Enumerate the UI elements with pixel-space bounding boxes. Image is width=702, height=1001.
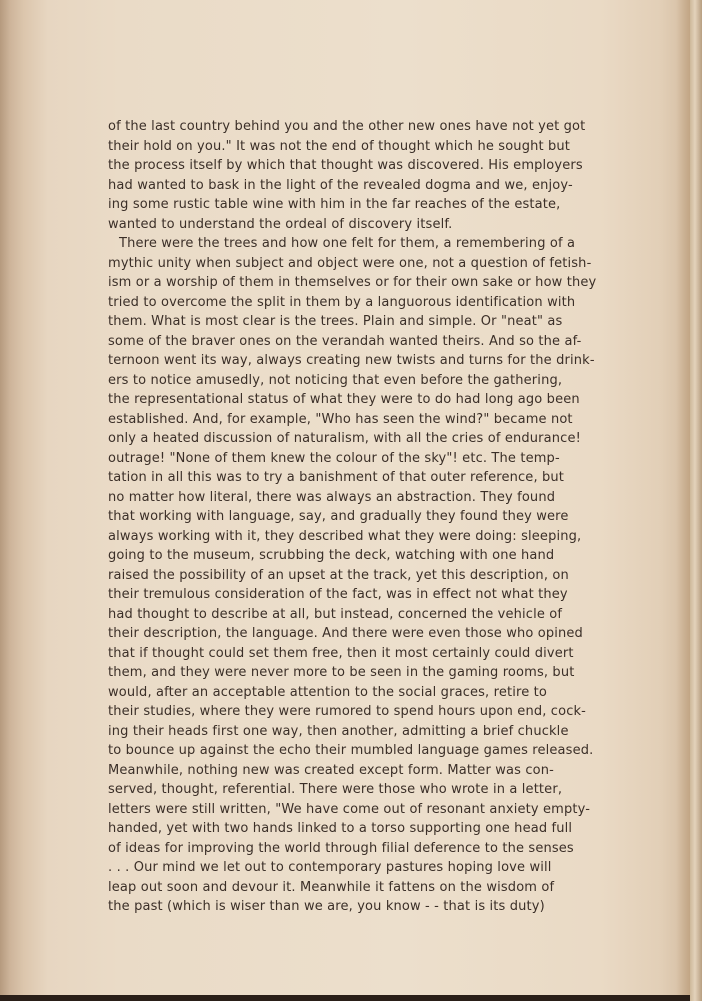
- text-line: established. And, for example, "Who has seen the wind?" became not: [108, 411, 573, 427]
- text-line: their tremulous consideration of the fact, was in effect not what they: [108, 587, 568, 602]
- text-line: their description, the language. And there were even those who opined: [108, 626, 583, 641]
- text-line: ism or a worship of them in themselves or for their own sake or how they: [108, 275, 597, 290]
- text-line: them, and they were never more to be seen in the gaming rooms, but: [108, 665, 575, 680]
- text-line: wanted to understand the ordeal of discovery itself.: [108, 216, 453, 232]
- text-line: ternoon went its way, always creating new twists and turns for the drink-: [108, 353, 595, 368]
- text-line: their hold on you." It was not the end of thought which he sought but: [108, 138, 571, 154]
- text-line: Meanwhile, nothing new was created except form. Matter was con-: [108, 762, 554, 778]
- text-line: always working with it, they described what they were doing: sleeping,: [108, 528, 582, 544]
- text-line: letters were still written, "We have come out of resonant anxiety empty-: [108, 801, 591, 817]
- text-line: ing some rustic table wine with him in the far reaches of the estate,: [108, 197, 561, 212]
- text-line: outrage! "None of them knew the colour of the sky"! etc. The temp-: [108, 450, 560, 466]
- body-text: [108, 117, 628, 917]
- text-line: of the last country behind you and the other new ones have not yet got: [108, 119, 586, 134]
- text-line: them. What is most clear is the trees. Plain and simple. Or "neat" as: [108, 314, 563, 329]
- text-line: raised the possibility of an upset at the track, yet this description, on: [108, 567, 569, 583]
- text-line: ers to notice amusedly, not noticing that even before the gathering,: [108, 372, 563, 388]
- page-edge: [690, 0, 702, 1001]
- text-line: handed, yet with two hands linked to a torso supporting one head full: [108, 821, 573, 836]
- text-line: the representational status of what they were to do had long ago been: [108, 392, 580, 407]
- text-line: the past (which is wiser than we are, you know - - that is its duty): [108, 899, 545, 914]
- text-line: leap out soon and devour it. Meanwhile it fattens on the wisdom of: [108, 879, 555, 895]
- text-line: tried to overcome the split in them by a languorous identification with: [108, 294, 576, 310]
- text-line: that if thought could set them free, then it most certainly could divert: [108, 645, 574, 661]
- text-line: of ideas for improving the world through filial deference to the senses: [108, 840, 574, 856]
- text-line: had wanted to bask in the light of the revealed dogma and we, enjoy-: [108, 177, 573, 193]
- text-line: the process itself by which that thought was discovered. His employers: [108, 158, 583, 173]
- text-line: mythic unity when subject and object were one, not a question of fetish-: [108, 255, 592, 271]
- paragraph-start-line: There were the trees and how one felt for them, a remembering of a: [119, 236, 576, 251]
- text-line: ing their heads first one way, then another, admitting a brief chuckle: [108, 723, 569, 739]
- text-line: some of the braver ones on the verandah wanted theirs. And so the af-: [108, 333, 582, 349]
- text-line: had thought to describe at all, but instead, concerned the vehicle of: [108, 606, 563, 622]
- text-line: served, thought, referential. There were those who wrote in a letter,: [108, 782, 563, 797]
- text-line: no matter how literal, there was always an abstraction. They found: [108, 489, 556, 505]
- text-line: only a heated discussion of naturalism, with all the cries of endurance!: [108, 431, 581, 446]
- text-line: going to the museum, scrubbing the deck, watching with one hand: [108, 548, 555, 563]
- text-line: . . . Our mind we let out to contemporary pastures hoping love will: [108, 860, 552, 875]
- text-line: would, after an acceptable attention to the social graces, retire to: [108, 684, 547, 700]
- text-line: to bounce up against the echo their mumbled language games released.: [108, 743, 594, 758]
- text-line: their studies, where they were rumored to spend hours upon end, cock-: [108, 704, 587, 719]
- text-line: that working with language, say, and gradually they found they were: [108, 509, 569, 524]
- text-line: tation in all this was to try a banishment of that outer reference, but: [108, 470, 565, 485]
